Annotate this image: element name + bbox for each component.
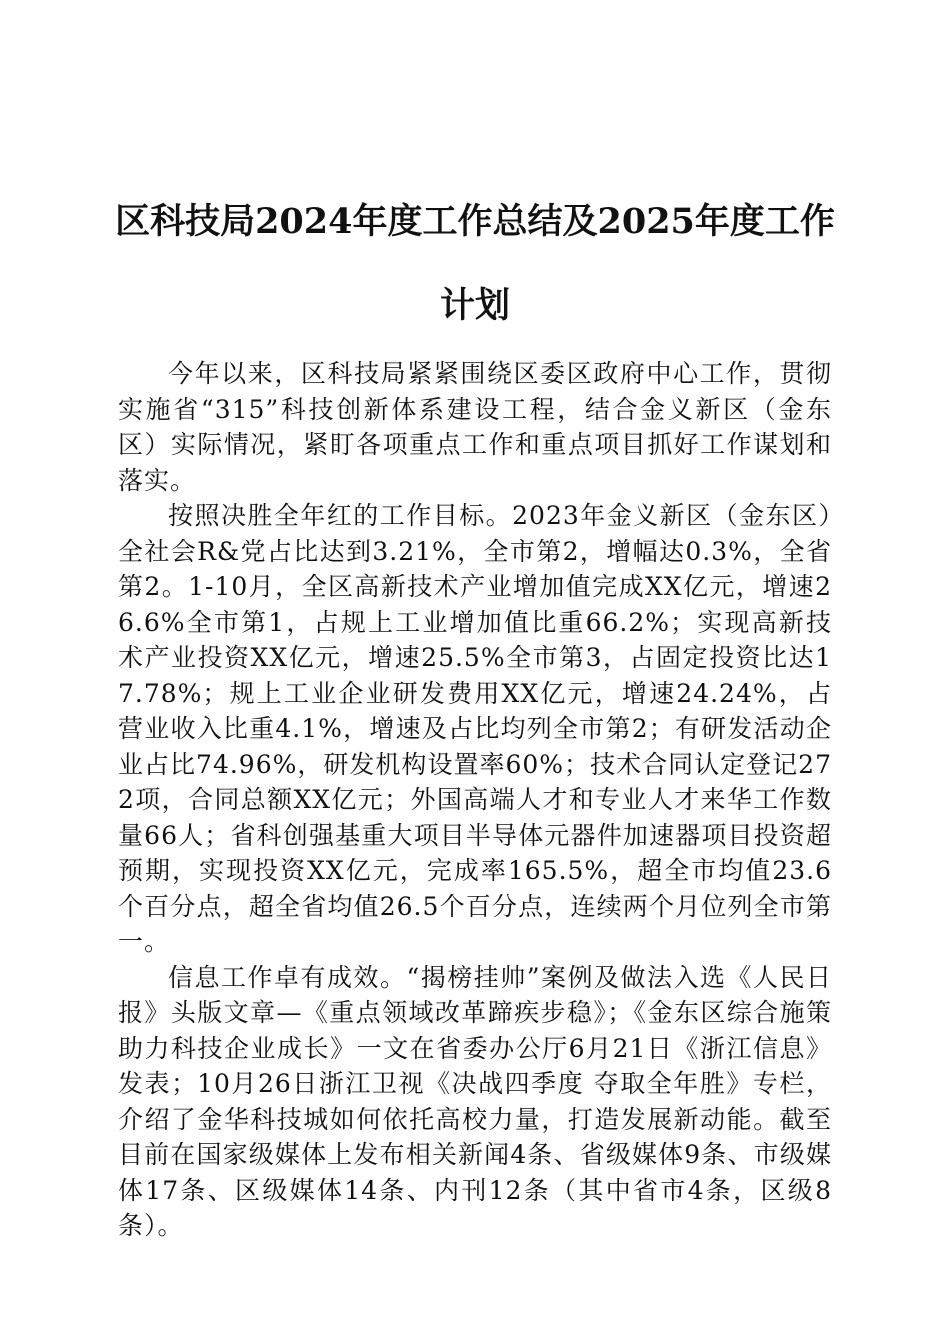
title-line-1: 区科技局2024年度工作总结及2025年度工作 xyxy=(115,201,835,242)
paragraph-intro: 今年以来，区科技局紧紧围绕区委区政府中心工作，贯彻实施省“315”科技创新体系建设工程，结合金义新区（金东区）实际情况，紧盯各项重点工作和重点项目抓好工作谋划和落实。 xyxy=(118,359,832,495)
paragraph-information: 信息工作卓有成效。“揭榜挂帅”案例及做法入选《人民日报》头版文章—《重点领域改革蹄疾步稳》；《金东区综合施策助力科技企业成长》一文在省委办公厅6月21日《浙江信息》发表；10月26日浙江卫视《决战四季度 夺取全年胜》专栏，介绍了金华科技城如何依托高校力量，打造发展新动能。截至目前在国家级媒体上发布相关新闻4条、省级媒体9条、市级媒体17条、区级媒体14条、内刊12条（其中省市4条，区级8条）。 xyxy=(118,962,832,1240)
document-title xyxy=(100,180,850,348)
paragraph-targets: 按照决胜全年红的工作目标。2023年金义新区（金东区）全社会R&党占比达到3.21%，全市第2，增幅达0.3%，全省第2。1-10月，全区高新技术产业增加值完成XX亿元，增速26.6%全市第1，占规上工业增加值比重66.2%；实现高新技术产业投资XX亿元，增速25.5%全市第3，占固定投资比达17.78%；规上工业企业研发费用XX亿元，增速24.24%，占营业收入比重4.1%，增速及占比均列全市第2；有研发活动企业占比74.96%，研发机构设置率60%；技术合同认定登记272项，合同总额XX亿元；外国高端人才和专业人才来华工作数量66人；省科创强基重大项目半导体元器件加速器项目投资超预期，实现投资XX亿元，完成率165.5%，超全市均值23.6个百分点，超全省均值26.5个百分点，连续两个月位列全市第一。 xyxy=(118,501,832,956)
document-body xyxy=(118,356,832,1244)
title-line-2: 计划 xyxy=(439,285,510,326)
